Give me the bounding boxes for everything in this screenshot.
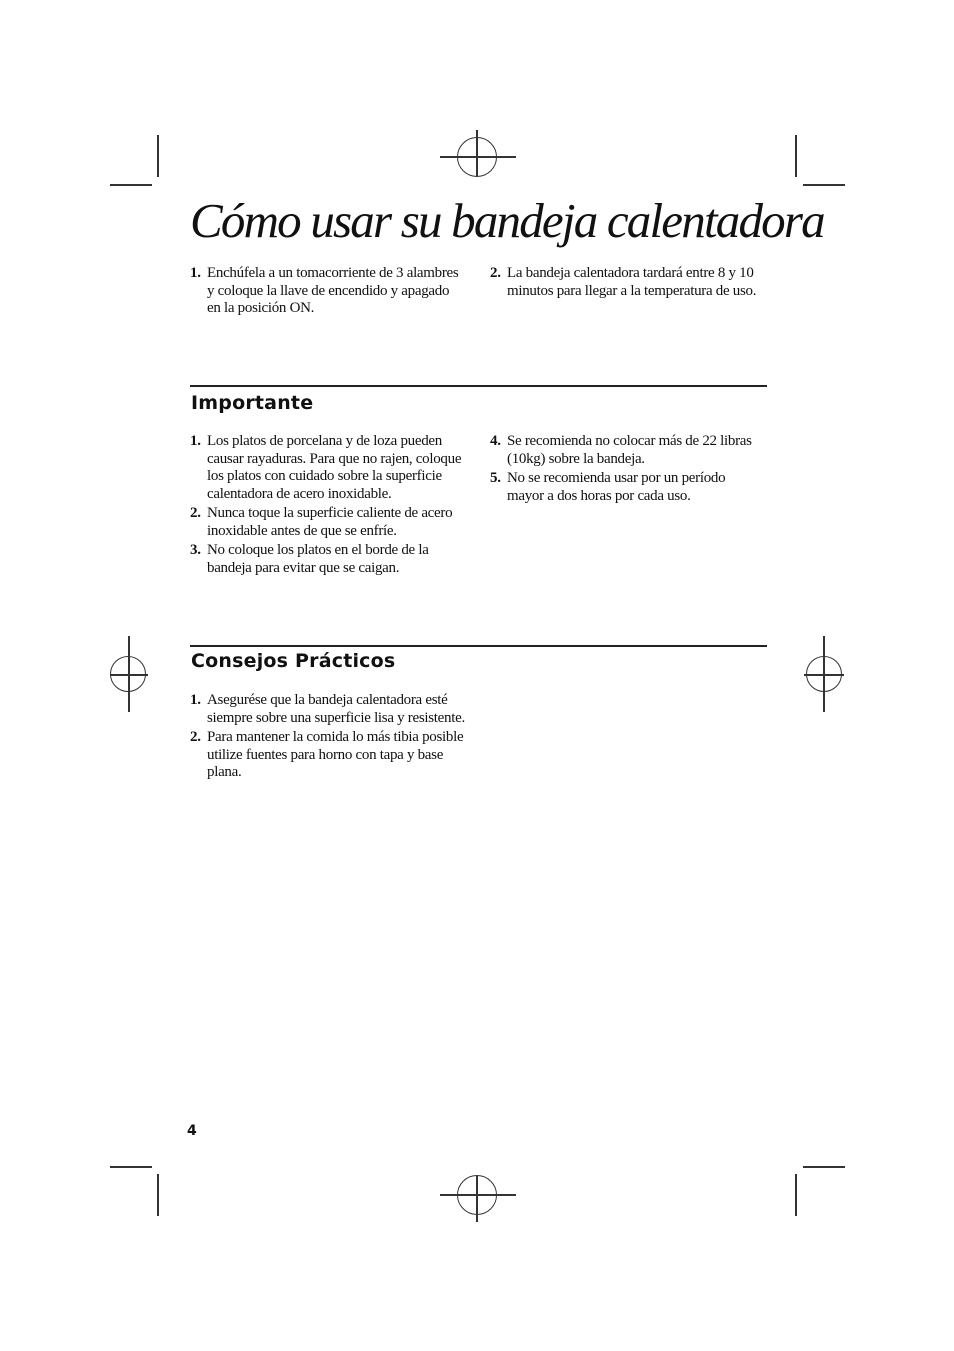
item-text: Nunca toque la superficie caliente de acero inoxidable antes de que se enfríe. <box>207 505 453 539</box>
list-item <box>490 470 760 505</box>
item-number: 1. <box>190 692 201 708</box>
item-text: Para mantener la comida lo más tibia posible utilize fuentes para horno con tapa y base plana. <box>207 729 464 780</box>
list-item <box>190 433 462 503</box>
list-item <box>190 505 462 540</box>
list-item <box>490 433 760 468</box>
intro-steps-left <box>190 265 460 320</box>
section-heading-importante: Importante <box>191 392 314 414</box>
item-number: 4. <box>490 433 501 449</box>
item-text: No se recomienda usar por un período mayor a dos horas por cada uso. <box>507 470 726 504</box>
item-number: 1. <box>190 433 201 449</box>
item-text: La bandeja calentadora tardará entre 8 y 10 minutos para llegar a la temperatura de uso. <box>507 265 757 299</box>
item-number: 3. <box>190 542 201 558</box>
item-text: Los platos de porcelana y de loza pueden causar rayaduras. Para que no rajen, coloque los platos con cuidado sobre la superficie calentadora de acero inoxidable. <box>207 433 462 502</box>
item-number: 2. <box>190 729 201 745</box>
section-heading-consejos: Consejos Prácticos <box>191 650 396 672</box>
item-number: 2. <box>190 505 201 521</box>
section-divider <box>190 385 767 387</box>
page-number: 4 <box>187 1123 197 1139</box>
item-number: 1. <box>190 265 201 281</box>
item-number: 2. <box>490 265 501 281</box>
list-item <box>190 265 460 318</box>
intro-steps-right <box>490 265 766 302</box>
importante-list-left <box>190 433 462 579</box>
item-text: Se recomienda no colocar más de 22 libras (10kg) sobre la bandeja. <box>507 433 752 467</box>
item-number: 5. <box>490 470 501 486</box>
page-title: Cómo usar su bandeja calentadora <box>190 193 824 248</box>
list-item <box>490 265 766 300</box>
section-divider <box>190 645 767 647</box>
importante-list-right <box>490 433 760 507</box>
item-text: Asegurése que la bandeja calentadora esté siempre sobre una superficie lisa y resistente. <box>207 692 465 726</box>
list-item <box>190 542 462 577</box>
item-text: No coloque los platos en el borde de la bandeja para evitar que se caigan. <box>207 542 429 576</box>
list-item <box>190 729 466 782</box>
consejos-list <box>190 692 466 784</box>
item-text: Enchúfela a un tomacorriente de 3 alambres y coloque la llave de encendido y apagado en la posición ON. <box>207 265 459 316</box>
list-item <box>190 692 466 727</box>
